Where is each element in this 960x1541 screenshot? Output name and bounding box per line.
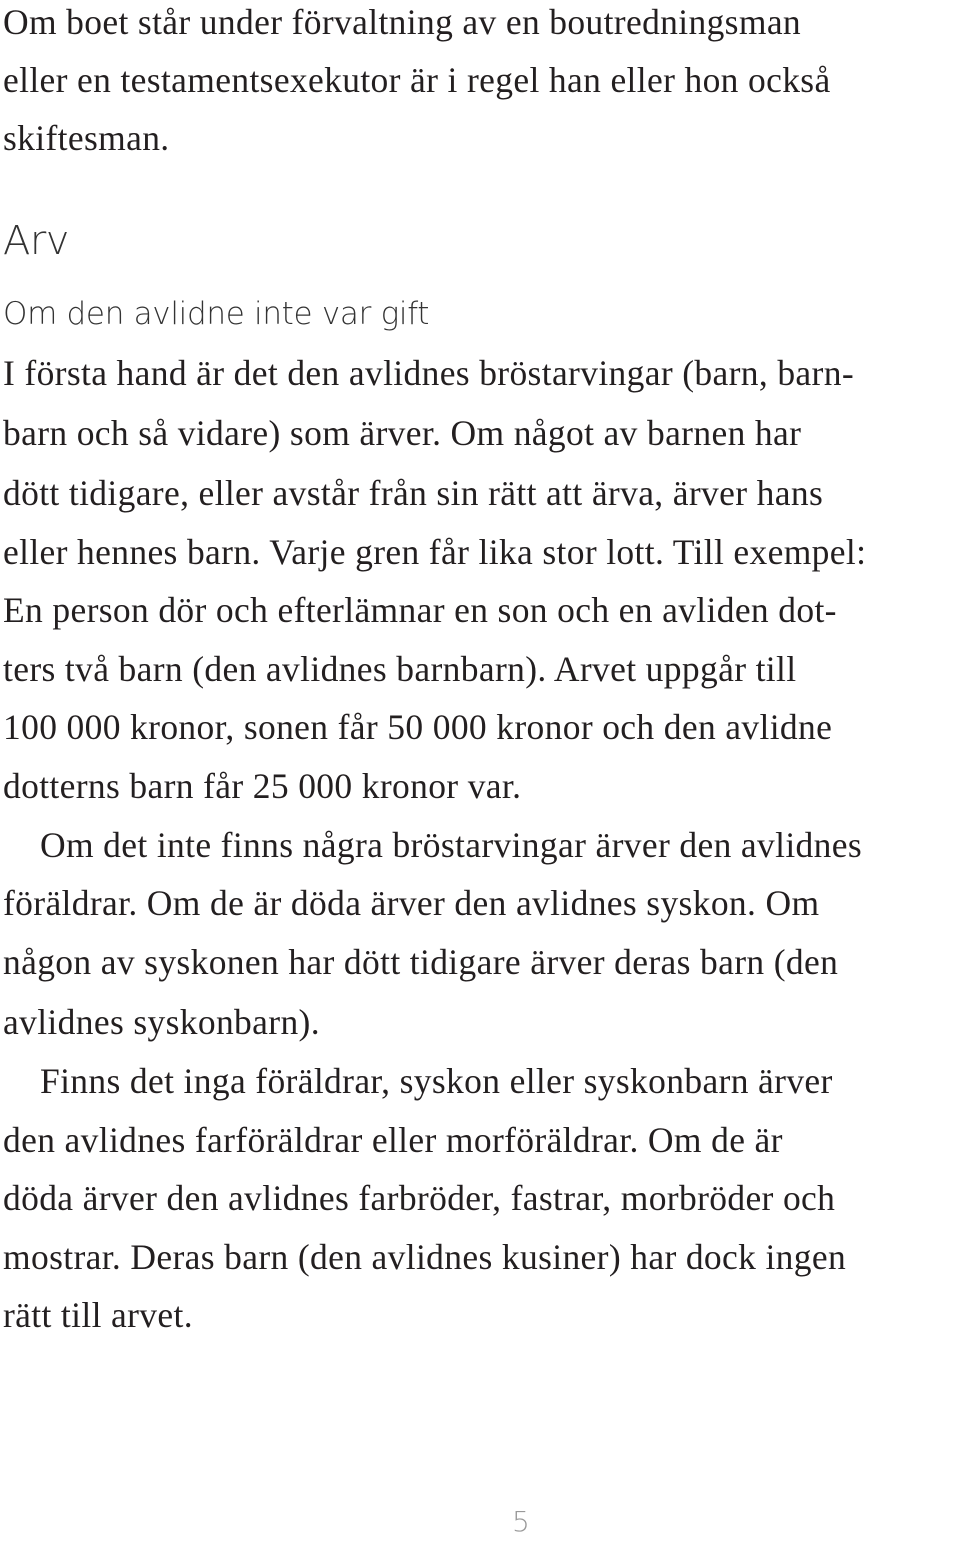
- body-text-line: dotterns barn får 25 000 kronor var.: [3, 766, 522, 806]
- body-text-line: mostrar. Deras barn (den avlidnes kusiner) har dock ingen: [3, 1237, 847, 1277]
- body-text-line: dött tidigare, eller avstår från sin rätt att ärva, ärver hans: [3, 473, 824, 513]
- body-text-line: barn och så vidare) som ärver. Om något av barnen har: [3, 413, 802, 453]
- body-text-line: En person dör och efterlämnar en son och en avliden dot-: [3, 590, 837, 630]
- body-text-line: Finns det inga föräldrar, syskon eller syskonbarn ärver: [40, 1061, 833, 1101]
- body-text-line: I första hand är det den avlidnes bröstarvingar (barn, barn-: [3, 353, 854, 393]
- body-text-line: föräldrar. Om de är döda ärver den avlidnes syskon. Om: [3, 883, 820, 923]
- body-text-line: eller hennes barn. Varje gren får lika stor lott. Till exempel:: [3, 532, 867, 572]
- subheading: Om den avlidne inte var gift: [3, 296, 430, 332]
- body-text-line: den avlidnes farföräldrar eller morföräldrar. Om de är: [3, 1120, 783, 1160]
- body-text-line: avlidnes syskonbarn).: [3, 1002, 320, 1042]
- body-text-line: någon av syskonen har dött tidigare ärver deras barn (den: [3, 942, 839, 982]
- body-text-line: 100 000 kronor, sonen får 50 000 kronor och den avlidne: [3, 707, 833, 747]
- intro-text-line: skiftesman.: [3, 118, 170, 158]
- body-text-line: rätt till arvet.: [3, 1295, 193, 1335]
- page-number: 5: [512, 1505, 530, 1538]
- body-text-line: Om det inte finns några bröstarvingar ärver den avlidnes: [40, 825, 863, 865]
- intro-text-line: Om boet står under förvaltning av en boutredningsman: [3, 2, 802, 42]
- body-text-line: döda ärver den avlidnes farbröder, fastrar, morbröder och: [3, 1178, 836, 1218]
- body-text-line: ters två barn (den avlidnes barnbarn). Arvet uppgår till: [3, 649, 797, 689]
- section-heading: Arv: [3, 218, 69, 264]
- intro-text-line: eller en testamentsexekutor är i regel han eller hon också: [3, 60, 831, 100]
